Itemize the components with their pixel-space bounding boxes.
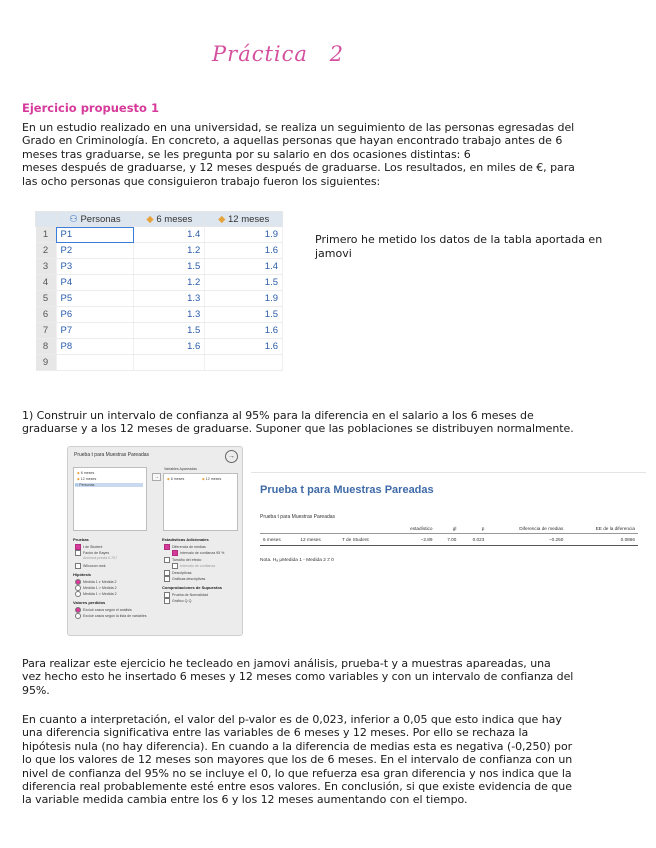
hypothesis-label: Hipótesis: [73, 572, 92, 577]
results-header: p: [459, 524, 487, 534]
person-cell[interactable]: P4: [56, 275, 134, 291]
results-header: [297, 524, 339, 534]
assumption-option[interactable]: Gráfico Q-Q: [164, 598, 191, 604]
results-title: Prueba t para Muestras Pareadas: [260, 484, 434, 496]
results-header: [339, 524, 391, 534]
extra-option[interactable]: Intervalo de confianza: [172, 563, 215, 569]
interpretation-line: diferencia real probablemente esté entre esos valores. En conclusión, si que existe evidencia de que: [22, 780, 572, 794]
row-number-header: [36, 212, 57, 227]
paired-var: ◆ 6 meses: [167, 477, 185, 481]
value-cell-6-months[interactable]: 1.2: [134, 243, 205, 259]
row-number: 9: [36, 355, 57, 371]
results-cell: 12 meses: [297, 534, 339, 546]
exercise-heading: Ejercicio propuesto 1: [22, 101, 159, 115]
table-header-row: [36, 212, 283, 227]
person-cell[interactable]: [56, 355, 134, 371]
person-cell[interactable]: P3: [56, 259, 134, 275]
person-cell[interactable]: P5: [56, 291, 134, 307]
test-option[interactable]: Wilcoxon rank: [75, 563, 106, 569]
table-row[interactable]: [36, 275, 283, 291]
extra-option[interactable]: Gráficas descriptivas: [164, 576, 205, 582]
intro-line: meses después de graduarse, y 12 meses después de graduarse. Los resultados, en miles de €, para: [22, 161, 575, 175]
value-cell-12-months[interactable]: 1.4: [205, 259, 283, 275]
value-cell-6-months[interactable]: 1.5: [134, 323, 205, 339]
nominal-variable-icon: ⚇: [69, 213, 81, 225]
value-cell-12-months[interactable]: 1.6: [205, 323, 283, 339]
column-header[interactable]: ⚇ Personas: [56, 212, 134, 227]
variable-item[interactable]: ◆ 12 meses: [77, 477, 97, 481]
results-cell: 0.023: [459, 534, 487, 546]
row-number: 6: [36, 307, 57, 323]
variable-item[interactable]: ◆ 6 meses: [77, 471, 95, 475]
person-cell[interactable]: P2: [56, 243, 134, 259]
results-note: Nota. Hₐ μMedida 1 - Medida 2 ≠ 0: [260, 558, 334, 563]
person-cell[interactable]: P6: [56, 307, 134, 323]
row-number: 5: [36, 291, 57, 307]
intro-line: Grado en Criminología. En concreto, a aquellas personas que hayan encontrado trabajo antes de 6: [22, 134, 563, 148]
paired-label: Variables Apareadas: [164, 467, 197, 471]
person-cell[interactable]: P7: [56, 323, 134, 339]
value-cell-12-months[interactable]: 1.6: [205, 339, 283, 355]
results-header-row: [260, 524, 638, 534]
prior-width[interactable]: Anchura previa 0.707: [83, 556, 118, 560]
results-cell: 7.00: [436, 534, 460, 546]
interpretation-line: la variable medida cambia entre los 6 y los 12 meses aumentando con el tiempo.: [22, 793, 468, 807]
results-panel: [251, 472, 646, 583]
value-cell-6-months[interactable]: 1.5: [134, 259, 205, 275]
missing-label: Valores perdidos: [73, 600, 106, 605]
hypothesis-option[interactable]: Medida 1 < Medida 2: [75, 591, 117, 597]
jamovi-data-table: [35, 211, 283, 371]
variable-item[interactable]: ⚇ Personas: [75, 483, 143, 487]
results-table: [260, 524, 638, 546]
continuous-variable-icon: ◆: [146, 213, 157, 225]
intro-line: las ocho personas que consiguieron trabajo fueron los siguientes:: [22, 174, 381, 188]
row-number: 4: [36, 275, 57, 291]
extra-option[interactable]: Descriptivas: [164, 570, 192, 576]
value-cell-6-months[interactable]: 1.2: [134, 275, 205, 291]
person-cell[interactable]: P1: [56, 227, 134, 243]
method-paragraph: [22, 657, 638, 697]
paired-var: ◆ 12 meses: [202, 477, 222, 481]
value-cell-6-months[interactable]: 1.3: [134, 291, 205, 307]
question-line: graduarse y a los 12 meses de graduarse. Suponer que las poblaciones se distribuyen normalmente.: [22, 422, 574, 436]
move-variable-button[interactable]: →: [152, 473, 161, 481]
results-header: EE de la diferencia: [566, 524, 638, 534]
row-number: 1: [36, 227, 57, 243]
results-cell: 6 meses: [260, 534, 297, 546]
missing-option[interactable]: Excluir casos según el análisis: [75, 607, 132, 613]
variable-list[interactable]: [73, 467, 147, 531]
continuous-variable-icon: ◆: [218, 213, 229, 225]
table-row[interactable]: [36, 323, 283, 339]
intro-line: meses tras graduarse, se les pregunta por su salario en dos ocasiones distintas: 6: [22, 147, 471, 161]
table-row[interactable]: [36, 259, 283, 275]
value-cell-12-months[interactable]: 1.9: [205, 227, 283, 243]
results-header: [260, 524, 297, 534]
test-option[interactable]: t de Student: [75, 544, 102, 550]
row-number: 7: [36, 323, 57, 339]
method-line: vez hecho esto he insertado 6 meses y 12 meses como variables y con un intervalo de confianza del: [22, 670, 574, 684]
results-header: gl: [436, 524, 460, 534]
missing-option[interactable]: Excluir casos según la lista de variables: [75, 613, 147, 619]
jamovi-analysis-dialog: [67, 446, 243, 636]
results-header: Diferencia de medias: [487, 524, 566, 534]
tests-label: Pruebas: [73, 537, 89, 542]
interpretation-paragraph: [22, 713, 638, 807]
results-header: estadístico: [391, 524, 436, 534]
test-option[interactable]: Factor de Bayes: [75, 550, 109, 556]
table-row[interactable]: [36, 243, 283, 259]
value-cell-12-months[interactable]: 1.9: [205, 291, 283, 307]
question-paragraph: [22, 409, 638, 436]
interpretation-line: En cuanto a interpretación, el valor del p-valor es de 0,023, inferior a 0,05 que esto indica que hay: [22, 713, 562, 726]
paired-variables-box[interactable]: [163, 473, 238, 531]
interpretation-line: hipótesis nula (no hay diferencia). En cuando a la diferencia de medias esta es negativa (-0,250) por: [22, 739, 573, 753]
row-number: 2: [36, 243, 57, 259]
results-cell: T de Student: [339, 534, 391, 546]
run-arrow-icon[interactable]: →: [225, 450, 238, 463]
extra-option[interactable]: Intervalo de confianza 95 %: [172, 550, 224, 556]
column-header[interactable]: ◆ 12 meses: [205, 212, 283, 227]
intro-line: En un estudio realizado en una universidad, se realiza un seguimiento de las personas egresadas del: [22, 121, 575, 134]
person-cell[interactable]: P8: [56, 339, 134, 355]
interpretation-line: una diferencia significativa entre las variables de 6 meses y 12 meses. Por ello se rechaza la: [22, 726, 529, 740]
value-cell-6-months[interactable]: 1.4: [134, 227, 205, 243]
interpretation-line: lo que los valores de 12 meses son mayores que los de 6 meses. En el intervalo de confianza con un: [22, 753, 573, 767]
value-cell-12-months[interactable]: 1.6: [205, 243, 283, 259]
intro-paragraph: [22, 121, 638, 188]
question-line: 1) Construir un intervalo de confianza al 95% para la diferencia en el salario a los 6 meses de: [22, 409, 534, 422]
method-line: 95%.: [22, 683, 50, 697]
value-cell-12-months[interactable]: 1.5: [205, 307, 283, 323]
method-line: Para realizar este ejercicio he tecleado en jamovi análisis, prueba-t y a muestras apareadas, una: [22, 657, 551, 670]
assumption-option[interactable]: Prueba de Normalidad: [164, 592, 208, 598]
results-subtitle: Prueba t para Muestras Pareadas: [260, 514, 336, 520]
interpretation-line: nivel de confianza del 95% no se incluye el 0, lo que refuerza esa gran diferencia y nos indica que la: [22, 766, 572, 780]
dialog-title: Prueba t para Muestras Pareadas: [74, 452, 150, 458]
results-row: [260, 534, 638, 546]
extra-option[interactable]: Diferencia de medias: [164, 544, 206, 550]
row-number: 8: [36, 339, 57, 355]
table-row[interactable]: [36, 339, 283, 355]
results-cell: 0.0866: [566, 534, 638, 546]
results-cell: −2.89: [391, 534, 436, 546]
table-row[interactable]: [36, 227, 283, 243]
value-cell-6-months[interactable]: [134, 355, 205, 371]
table-row[interactable]: [36, 307, 283, 323]
value-cell-6-months[interactable]: 1.3: [134, 307, 205, 323]
table-row[interactable]: [36, 355, 283, 371]
value-cell-12-months[interactable]: [205, 355, 283, 371]
hypothesis-option[interactable]: Medida 1 ≠ Medida 2: [75, 579, 117, 585]
extra-stats-label: Estadísticas Adicionales: [162, 537, 209, 542]
table-row[interactable]: [36, 291, 283, 307]
value-cell-6-months[interactable]: 1.6: [134, 339, 205, 355]
hypothesis-option[interactable]: Medida 1 > Medida 2: [75, 585, 117, 591]
row-number: 3: [36, 259, 57, 275]
results-cell: −0.250: [487, 534, 566, 546]
assumptions-label: Comprobaciones de Supuestos: [162, 585, 223, 590]
page-title: Práctica 2: [212, 42, 344, 66]
side-note: Primero he metido los datos de la tabla aportada en jamovi: [315, 233, 603, 260]
value-cell-12-months[interactable]: 1.5: [205, 275, 283, 291]
column-header[interactable]: ◆ 6 meses: [134, 212, 205, 227]
extra-option[interactable]: Tamaño del efecto: [164, 557, 201, 563]
